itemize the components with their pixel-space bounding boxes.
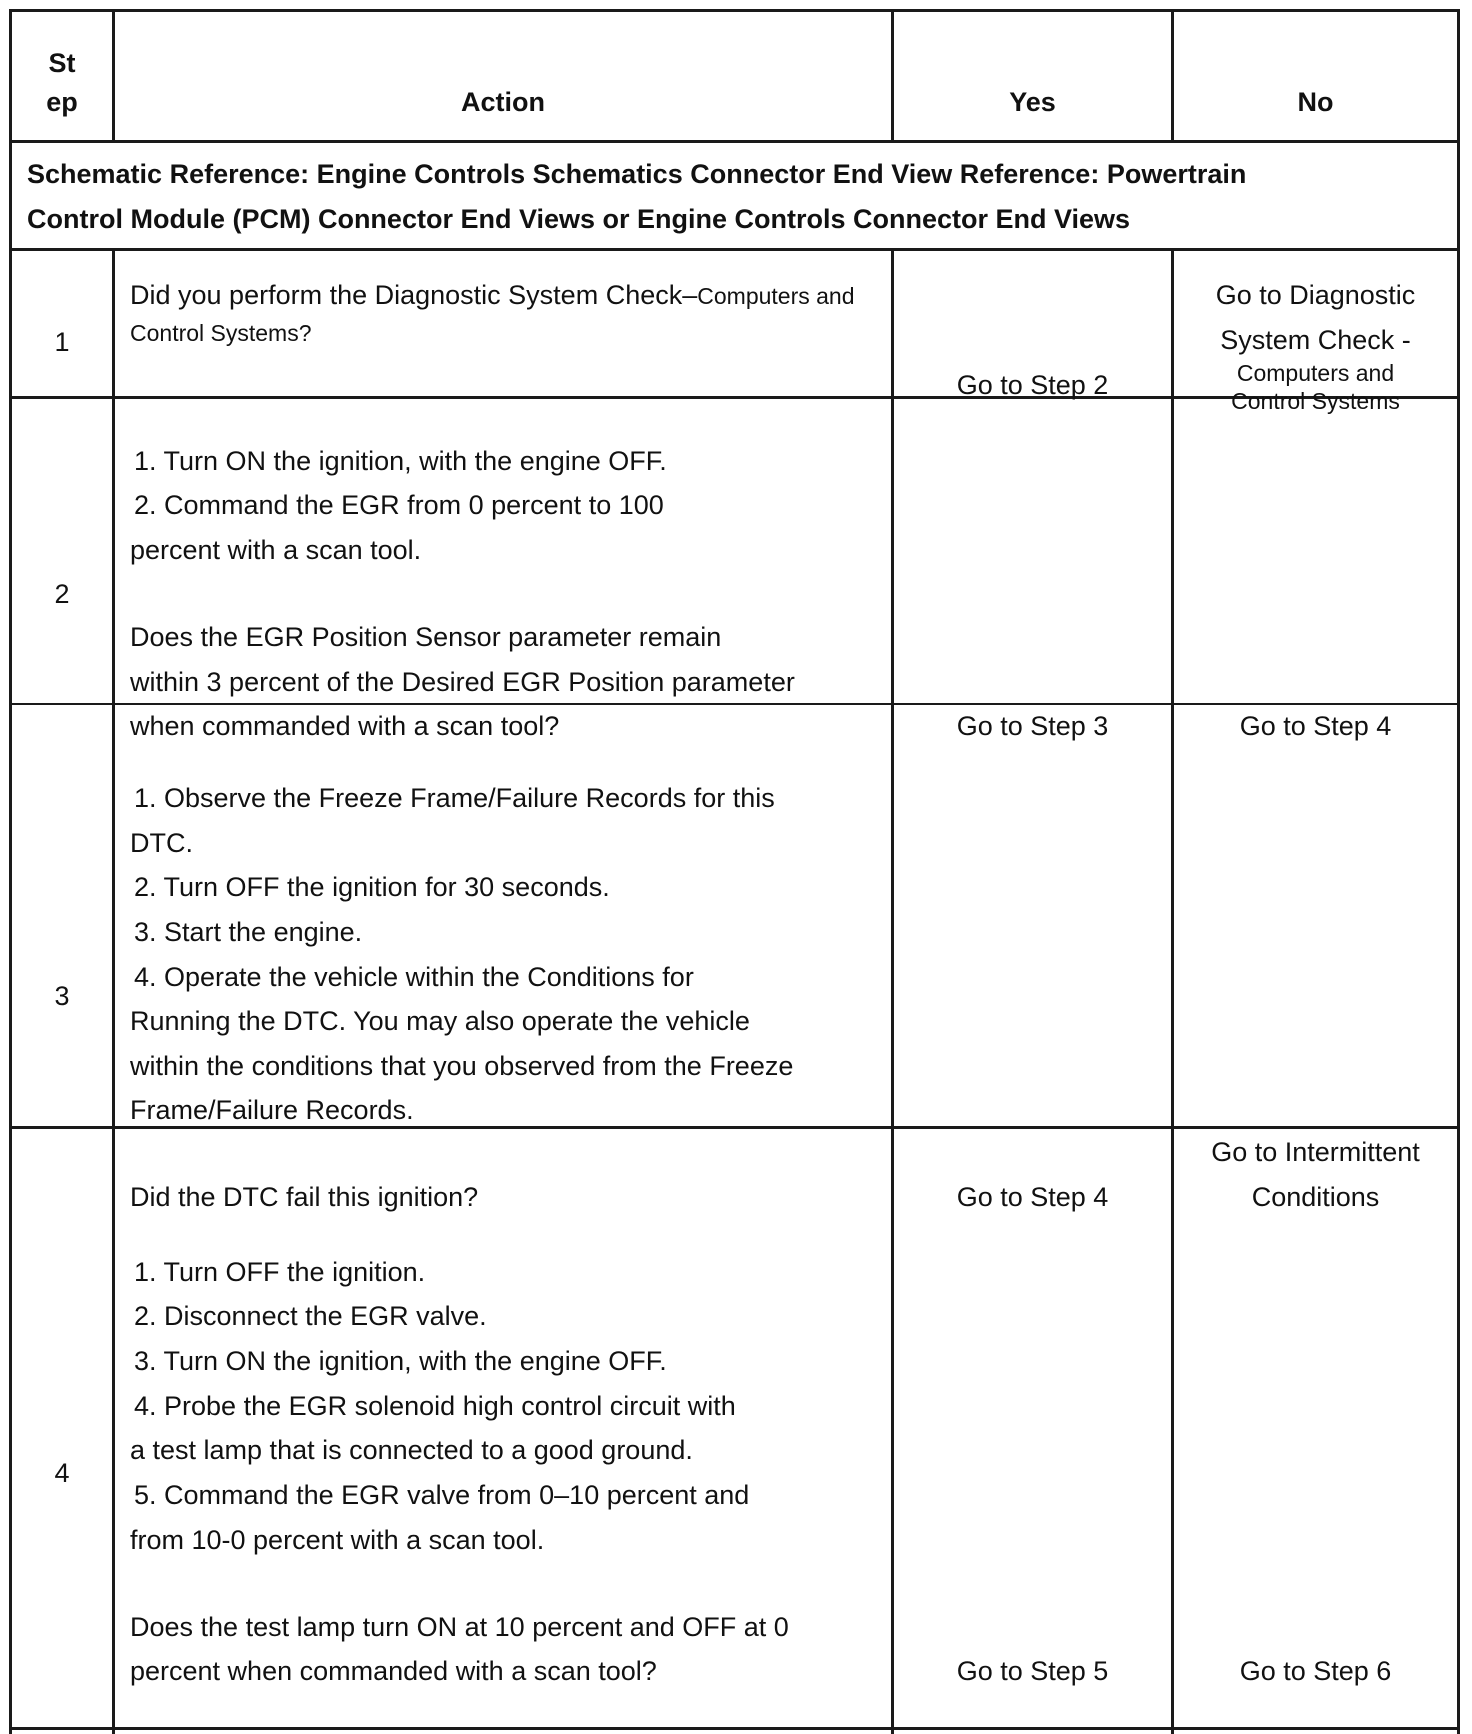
action-text: 1. Turn OFF the ignition. xyxy=(134,1257,426,1287)
action-text: when commanded with a scan tool? xyxy=(130,711,560,741)
step-number: 2 xyxy=(54,579,70,609)
column-divider-step xyxy=(112,9,115,143)
no-outcome: Go to Step 6 xyxy=(1239,1656,1392,1686)
action-text: a test lamp that is connected to a good ground. xyxy=(130,1435,693,1465)
schematic-reference: Control Module (PCM) Connector End Views or Engine Controls Connector End Views xyxy=(27,204,1131,234)
header-action: Action xyxy=(461,87,545,117)
action-text: Control Systems? xyxy=(130,320,312,346)
action-text: Running the DTC. You may also operate the vehicle xyxy=(130,1006,750,1036)
column-divider-action xyxy=(891,248,894,1734)
action-text: Did the DTC fail this ignition? xyxy=(130,1182,479,1212)
action-text: 5. Command the EGR valve from 0–10 percent and xyxy=(134,1480,750,1510)
action-text: 3. Turn ON the ignition, with the engine OFF. xyxy=(134,1346,667,1376)
yes-outcome: Go to Step 4 xyxy=(956,1182,1109,1212)
yes-outcome: Go to Step 5 xyxy=(956,1656,1109,1686)
step-number: 4 xyxy=(54,1458,70,1488)
action-text: Does the EGR Position Sensor parameter remain xyxy=(130,622,722,652)
action-text: 3. Start the engine. xyxy=(134,917,363,947)
schematic-reference: Schematic Reference: Engine Controls Schematics Connector End View Reference: Powertrain xyxy=(27,159,1247,189)
action-text: 4. Probe the EGR solenoid high control circuit with xyxy=(134,1391,736,1421)
row-2-divider xyxy=(9,703,1460,705)
header-no: No xyxy=(1297,87,1334,117)
action-text: 2. Turn OFF the ignition for 30 seconds. xyxy=(134,872,610,902)
step-number: 3 xyxy=(54,981,70,1011)
action-text: 4. Operate the vehicle within the Conditions for xyxy=(134,962,694,992)
action-text: Computers and xyxy=(697,283,855,309)
header-yes: Yes xyxy=(1009,87,1056,117)
no-outcome: Control Systems xyxy=(1231,388,1400,414)
yes-outcome: Go to Step 2 xyxy=(956,370,1109,400)
yes-outcome: Go to Step 3 xyxy=(956,711,1109,741)
action-text: Did you perform the Diagnostic System Check xyxy=(130,280,683,310)
action-text: 2. Disconnect the EGR valve. xyxy=(134,1301,487,1331)
action-text: from 10-0 percent with a scan tool. xyxy=(130,1525,545,1555)
table-border-right xyxy=(1457,9,1460,1734)
step-number: 1 xyxy=(54,327,70,357)
table-border-top xyxy=(9,9,1460,12)
row-3-divider xyxy=(9,1126,1460,1129)
reference-divider xyxy=(9,248,1460,251)
no-outcome: Computers and xyxy=(1236,360,1395,386)
action-text: 1. Turn ON the ignition, with the engine OFF. xyxy=(134,446,667,476)
action-text: DTC. xyxy=(130,828,193,858)
no-outcome: Go to Intermittent xyxy=(1211,1137,1420,1167)
action-text: percent with a scan tool. xyxy=(130,535,422,565)
header-divider xyxy=(9,140,1460,143)
column-divider-action xyxy=(891,9,894,143)
no-outcome: Go to Diagnostic xyxy=(1215,280,1416,310)
action-text: 1. Observe the Freeze Frame/Failure Records for this xyxy=(134,783,775,813)
action-text: within the conditions that you observed from the Freeze xyxy=(130,1051,794,1081)
row-4-divider xyxy=(9,1727,1460,1730)
action-text: within 3 percent of the Desired EGR Position parameter xyxy=(130,667,795,697)
action-text: Does the test lamp turn ON at 10 percent and OFF at 0 xyxy=(130,1612,789,1642)
action-text: Frame/Failure Records. xyxy=(130,1095,414,1125)
no-outcome: System Check - xyxy=(1220,325,1411,355)
no-outcome: Conditions xyxy=(1251,1182,1380,1212)
column-divider-yes xyxy=(1171,9,1174,143)
column-divider-yes xyxy=(1171,248,1174,1734)
no-outcome: Go to Step 4 xyxy=(1239,711,1392,741)
action-text: percent when commanded with a scan tool? xyxy=(130,1656,657,1686)
header-step: St xyxy=(48,48,76,78)
column-divider-step xyxy=(112,248,115,1734)
header-step: ep xyxy=(46,87,78,117)
action-text xyxy=(130,282,855,309)
action-text: – xyxy=(682,280,698,310)
action-text: 2. Command the EGR from 0 percent to 100 xyxy=(134,490,664,520)
